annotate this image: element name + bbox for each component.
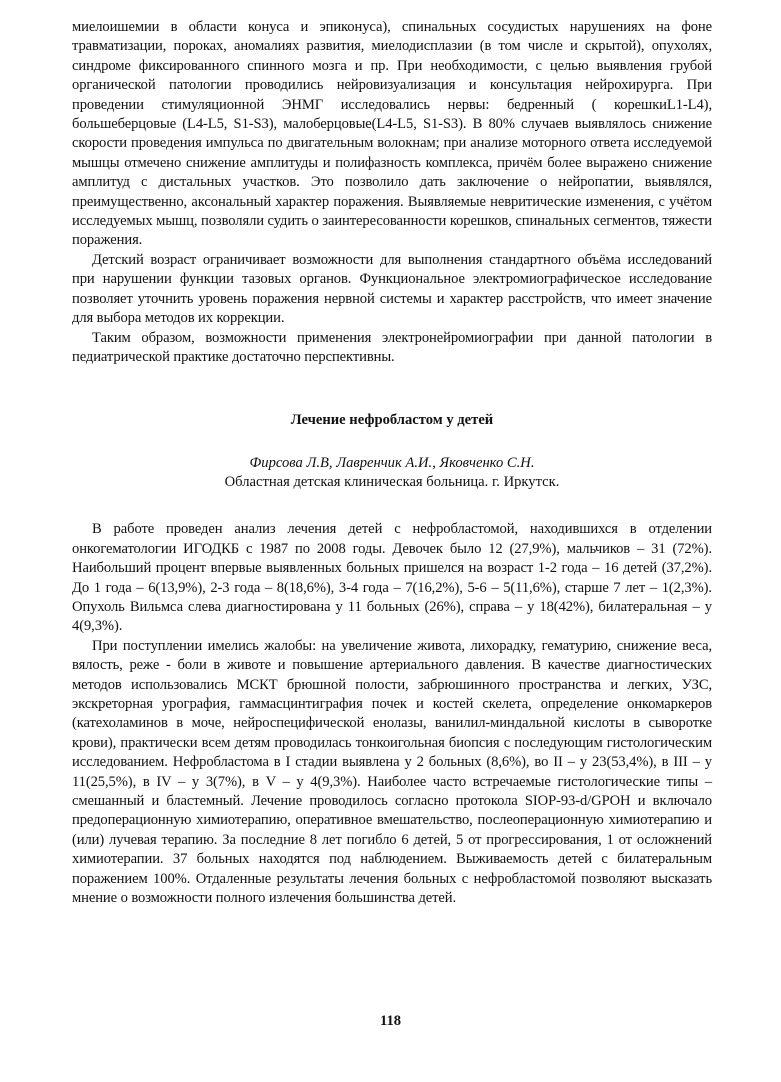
affiliation-spacer [72,492,712,520]
paragraph-conclusion: Таким образом, возможности применения электронейромиографии при данной патологии в педиатрической практике достаточно перспективны. [72,329,712,365]
article-authors: Фирсова Л.В, Лавренчик А.И., Яковченко С.Н. [249,455,535,472]
article-title: Лечение нефробластом у детей [290,412,494,429]
title-spacer [72,430,712,454]
paragraph-pediatric-limits: Детский возраст ограничивает возможности для выполнения стандартного объёма исследований при нарушении функции тазовых органов. Функциональное электромиографическое исследование позволяет уточнить уровень поражения нервной системы и характер расстройств, что имеет значение для выбора методов их коррекции. [72,251,712,327]
page-number: 118 [379,1013,402,1029]
section-spacer [72,367,712,411]
article-affiliation: Областная детская клиническая больница. г. Иркутск. [224,474,560,491]
paragraph-analysis: В работе проведен анализ лечения детей с нефробластомой, находившихся в отделении онкогематологии ИГОДКБ с 1987 по 2008 годы. Девочек было 12 (27,9%), мальчиков – 31 (72%). Наибольший процент впервые выявленных больных пришелся на возраст 1-2 года – 16 детей (37,2%). До 1 года – 6(13,9%), 2-3 года – 8(18,6%), 3-4 года – 7(16,2%), 5-6 – 5(11,6%), старше 7 лет – 1(2,3%). Опухоль Вильмса слева диагностирована у 11 больных (26%), справа – у 18(42%), билатеральная – у 4(9,3%). [72,521,712,635]
paragraph-diagnostics: При поступлении имелись жалобы: на увеличение живота, лихорадку, гематурию, снижение веса, вялость, реже - боли в животе и повышение артериального давления. В качестве диагностических методов использовались МСКТ брюшной полости, забрюшинного пространства и легких, УЗС, экскреторная урография, гаммасцинтиграфия почек и костей скелета, определение онкомаркеров (катехоламинов в моче, нейроспецифической енолазы, ванилил-миндальной кислоты в сыворотке крови), практически всем детям проводилась тонкоигольная биопсия с последующим гистологическим исследованием. Нефробластома в I стадии выявлена у 2 больных (8,6%), во II – у 23(53,4%), в III – у 11(25,5%), в IV – у 3(7%), в V – у 4(9,3%). Наиболее часто встречаемые гистологические типы – смешанный и бластемный. Лечение проводилось согласно протокола SIOP-93-d/GPOH и включало предоперационную химиотерапию, оперативное вмешательство, послеоперационную химиотерапию и (или) лучевая терапию. За последние 8 лет погибло 6 детей, 5 от прогрессирования, 1 от осложнений химиотерапии. 37 больных находятся под наблюдением. Выживаемость детей с билатеральным поражением 100%. Отдаленные результаты лечения больных с нефробластомой позволяют высказать мнение о возможности полного излечения большинства детей. [72,637,712,907]
paragraph-intro-continued: миелоишемии в области конуса и эпиконуса), спинальных сосудистых нарушениях на фоне травматизации, пороках, аномалиях развития, миелодисплазии (в том числе и скрытой), опухолях, синдроме фиксированного спинного мозга и пр. При необходимости, с целью выявления грубой органической патологии проводились нейровизуализация и консультация нейрохирурга. При проведении стимуляционной ЭНМГ исследовались нервы: бедренный ( корешкиL1-L4), большеберцовые (L4-L5, S1-S3), малоберцовые(L4-L5, S1-S3). В 80% случаев выявлялось снижение скорости проведения импульса по двигательным волокнам; при анализе моторного ответа исследуемой мышцы отмечено снижение амплитуды и полифазность комплекса, причём более выражено снижение амплитуд с дистальных участков. Это позволило дать заключение о нейропатии, выявлялся, преимущественно, аксональный характер поражения. Выявляемые невритические изменения, с учётом исследуемых мышц, позволяли судить о заинтересованности корешков, спинальных сегментов, тяжести поражения. [72,19,712,249]
page-content [72,18,712,908]
